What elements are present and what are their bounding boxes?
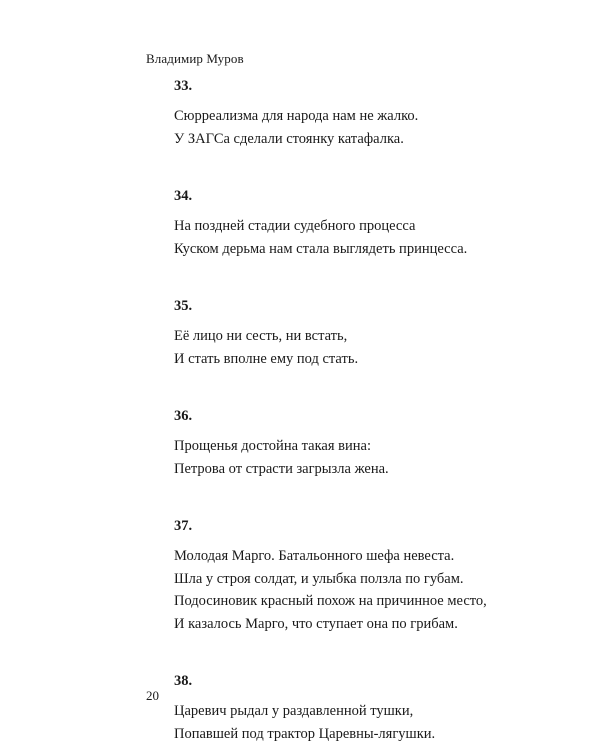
poem-lines [174,105,554,150]
poem-line: Сюрреализма для народа нам не жалко. [174,108,419,124]
poem-line: И стать вполне ему под стать. [174,350,359,367]
poem-number: 35. [174,298,193,314]
poem-line: Подосиновик красный похож на причинное место, [174,593,487,609]
poem-number: 37. [174,518,193,534]
poem-line: На поздней стадии судебного процесса [174,218,416,234]
poem-line: Попавшей под трактор Царевны-лягушки. [174,725,436,742]
poem-line: Куском дерьма нам стала выглядеть принцесса. [174,240,468,257]
poem-37 [174,516,554,635]
poem-lines [174,435,554,480]
poem-list [174,76,554,745]
poem-33 [174,76,554,150]
poem-number: 36. [174,408,193,424]
poem-line: Молодая Марго. Батальонного шефа невеста. [174,548,455,564]
poem-line: Шла у строя солдат, и улыбка ползла по губам. [174,570,464,587]
poem-lines [174,700,554,745]
poem-line: Петрова от страсти загрызла жена. [174,460,389,477]
poem-line: Царевич рыдал у раздавленной тушки, [174,703,414,719]
poem-35 [174,296,554,370]
poem-line: Прощенья достойна такая вина: [174,438,371,454]
poem-number: 34. [174,188,193,204]
poem-lines [174,215,554,260]
poem-line: И казалось Марго, что ступает она по грибам. [174,615,458,632]
poem-34 [174,186,554,260]
page-number: 20 [146,688,159,703]
poem-lines [174,545,554,635]
poem-number: 33. [174,78,193,94]
poem-line: У ЗАГСа сделали стоянку катафалка. [174,130,404,147]
running-head-author: Владимир Муров [146,51,244,66]
poem-number: 38. [174,673,193,689]
poem-36 [174,406,554,480]
poem-38 [174,671,554,745]
poem-lines [174,325,554,370]
poem-line: Её лицо ни сесть, ни встать, [174,328,348,344]
